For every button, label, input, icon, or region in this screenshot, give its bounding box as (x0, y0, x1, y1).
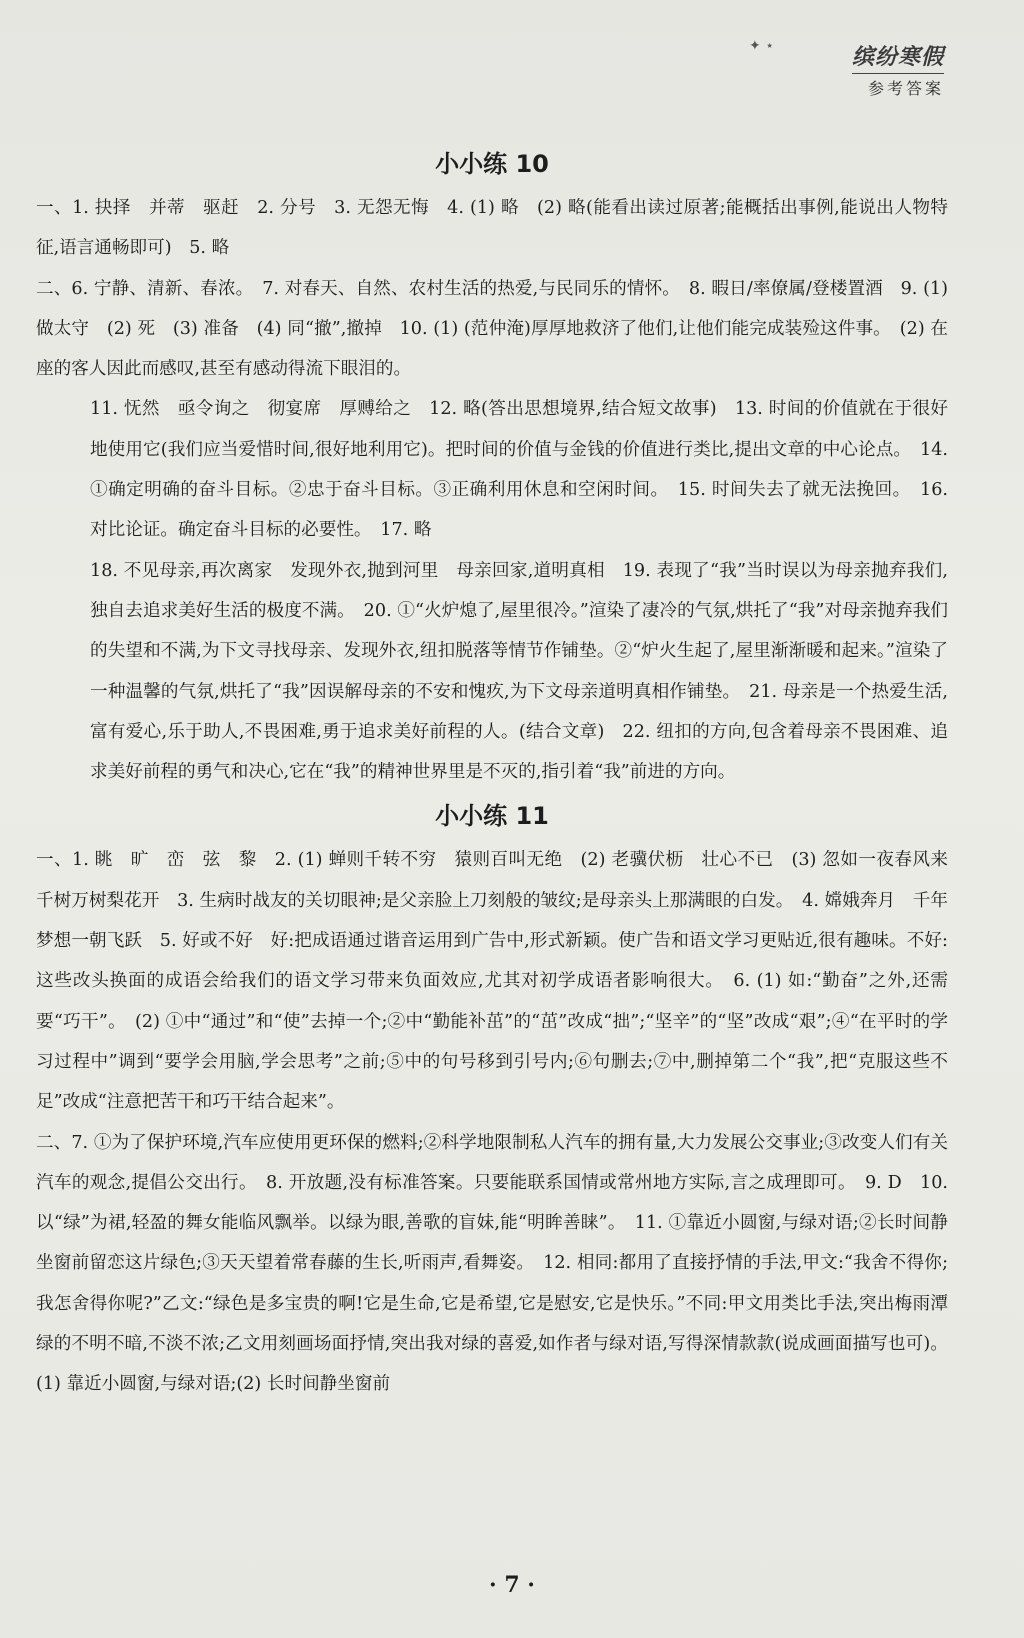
star-decoration-icon: ✦ ⋆ (749, 38, 774, 54)
answer-paragraph: 18. 不见母亲,再次离家 发现外衣,抛到河里 母亲回家,道明真相 19. 表现了“我”当时误以为母亲抛弃我们,独自去追求美好生活的极度不满。 20. ①“火炉熄了,屋里很冷。”渲染了凄冷的气氛,烘托了“我”对母亲抛弃我们的失望和不满,为下文寻找母亲、发现外衣,纽扣脱落等情节作铺垫。②“炉火生起了,屋里渐渐暖和起来。”渲染了一种温馨的气氛,烘托了“我”因误解母亲的不安和愧疚,为下文母亲道明真相作铺垫。 21. 母亲是一个热爱生活,富有爱心,乐于助人,不畏困难,勇于追求美好前程的人。(结合文章) 22. 纽扣的方向,包含着母亲不畏困难、追求美好前程的勇气和决心,它在“我”的精神世界里是不灭的,指引着“我”前进的方向。 (90, 560, 948, 783)
answer-paragraph: 11. 怃然 亟令询之 彻宴席 厚赙给之 12. 略(答出思想境界,结合短文故事) 13. 时间的价值就在于很好地使用它(我们应当爱惜时间,很好地利用它)。把时间的价值与金钱的价值进行类比,提出文章的中心论点。 14. ①确定明确的奋斗目标。②忠于奋斗目标。③正确利用休息和空闲时间。 15. 时间失去了就无法挽回。 16. 对比论证。确定奋斗目标的必要性。 17. 略 (90, 399, 948, 541)
section-title-11: 小小练 11 (435, 802, 549, 831)
page-number: · 7 · (489, 1572, 535, 1598)
header-subtitle: 参考答案 (852, 73, 944, 99)
answer-paragraph: 一、1. 抉择 并蒂 驱赶 2. 分号 3. 无怨无悔 4. (1) 略 (2) 略(能看出读过原著;能概括出事例,能说出人物特征,语言通畅即可) 5. 略 (36, 198, 948, 259)
header-title: 缤纷寒假 (851, 44, 944, 70)
answer-paragraph: 二、7. ①为了保护环境,汽车应使用更环保的燃料;②科学地限制私人汽车的拥有量,大力发展公交事业;③改变人们有关汽车的观念,提倡公交出行。 8. 开放题,没有标准答案。只要能联系国情或常州地方实际,言之成理即可。 9. D 10. 以“绿”为裙,轻盈的舞女能临风飘举。以绿为眼,善歌的盲妹,能“明眸善睐”。 11. ①靠近小圆窗,与绿对语;②长时间静坐窗前留恋这片绿色;③天天望着常春藤的生长,听雨声,看舞姿。 12. 相同:都用了直接抒情的手法,甲文:“我舍不得你;我怎舍得你呢?”乙文:“绿色是多宝贵的啊!它是生命,它是希望,它是慰安,它是快乐。”不同:甲文用类比手法,突出梅雨潭绿的不明不暗,不淡不浓;乙文用刻画场面抒情,突出我对绿的喜爱,如作者与绿对语,写得深情款款(说成画面描写也可)。(1) 靠近小圆窗,与绿对语;(2) 长时间静坐窗前 (36, 1132, 948, 1395)
content-area (36, 140, 966, 1405)
answer-paragraph: 二、6. 宁静、清新、春浓。 7. 对春天、自然、农村生活的热爱,与民同乐的情怀。 8. 暇日/率僚属/登楼置酒 9. (1) 做太守 (2) 死 (3) 准备 (4) 同“撤”,撤掉 10. (1) (范仲淹)厚厚地救济了他们,让他们能完成装殓这件事。 (2) 在座的客人因此而感叹,甚至有感动得流下眼泪的。 (36, 278, 948, 380)
header-badge (852, 40, 944, 99)
section-title-10: 小小练 10 (435, 150, 549, 178)
answer-paragraph: 一、1. 眺 旷 峦 弦 黎 2. (1) 蝉则千转不穷 猿则百叫无绝 (2) 老骥伏枥 壮心不已 (3) 忽如一夜春风来 千树万树梨花开 3. 生病时战友的关切眼神;是父亲脸上刀刻般的皱纹;是母亲头上那满眼的白发。 4. 嫦娥奔月 千年梦想一朝飞跃 5. 好或不好 好:把成语通过谐音运用到广告中,形式新颖。使广告和语文学习更贴近,很有趣味。不好:这些改头换面的成语会给我们的语文学习带来负面效应,尤其对初学成语者影响很大。 6. (1) 如:“勤奋”之外,还需要“巧干”。 (2) ①中“通过”和“使”去掉一个;②中“勤能补茁”的“茁”改成“拙”;“坚辛”的“坚”改成“艰”;④“在平时的学习过程中”调到“要学会用脑,学会思考”之前;⑤中的句号移到引号内;⑥句删去;⑦中,删掉第二个“我”,把“克服这些不足”改成“注意把苦干和巧干结合起来”。 (36, 850, 966, 1113)
